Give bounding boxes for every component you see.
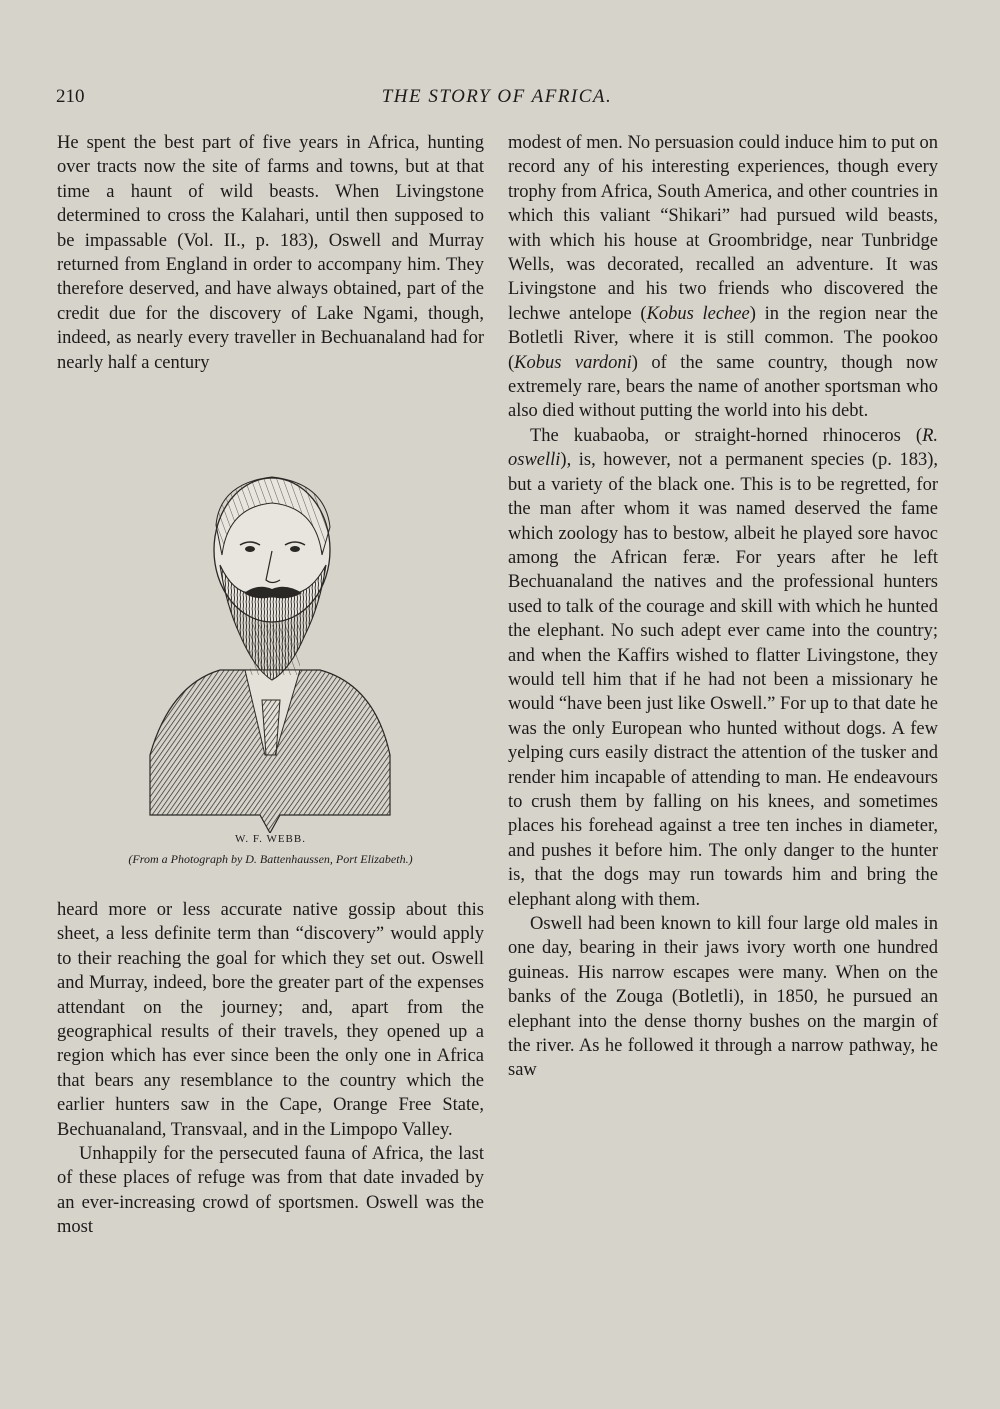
page-header xyxy=(56,86,938,114)
figure-caption-credit: (From a Photograph by D. Battenhaussen, Port Elizabeth.) xyxy=(128,852,413,866)
text-run: ) of the same country, though now extremely rare, bears the name of another sportsman who also died without putting the world into his debt. xyxy=(508,352,938,422)
text-run: ) in the region near the Botletli River, where it is still common. The pookoo ( xyxy=(508,303,938,373)
paragraph: heard more or less accurate native gossip about this sheet, a less definite term than “discovery” would apply to their reaching the goal for which they set out. Oswell and Murray, indeed, bore the greater part of the expenses attendant on the journey; and, apart from the geographical results of their travels, they opened up a region which has ever since been the only one in Africa that bears any resemblance to the country which the earlier hunters saw in the Cape, Orange Free State, Bechuanaland, Transvaal, and in the Limpopo Valley. xyxy=(57,900,484,1140)
species-name: Kobus vardoni xyxy=(514,352,632,373)
left-column-bottom xyxy=(57,898,484,1240)
left-column-top xyxy=(57,131,484,375)
figure-caption-name: W. F. WEBB. xyxy=(235,833,306,845)
paragraph: Unhappily for the persecuted fauna of Africa, the last of these places of refuge was from that date invaded by an ever-increasing crowd of sportsmen. Oswell was the most xyxy=(57,1144,484,1238)
species-name: R. oswelli xyxy=(508,425,938,471)
paragraph: He spent the best part of five years in Africa, hunting over tracts now the site of farms and towns, but at that time a haunt of wild beasts. When Livingstone determined to cross the Kalahari, until then supposed to be impassable (Vol. II., p. 183), Oswell and Murray returned from England in order to accompany him. They therefore deserved, and have always obtained, part of the credit due for the discovery of Lake Ngami, though, indeed, as nearly every traveller in Bechuanaland had for nearly half a century xyxy=(57,133,484,373)
paragraph: Oswell had been known to kill four large old males in one day, bearing in their jaws ivory worth one hundred guineas. His narrow escapes were many. When on the banks of the Zouga (Botletli), in 1850, he pursued an elephant into the dense thorny bushes on the margin of the river. As he followed it through a narrow pathway, he saw xyxy=(508,914,938,1081)
running-title: THE STORY OF AFRICA. xyxy=(381,86,613,107)
page-number: 210 xyxy=(56,86,85,107)
species-name: Kobus lechee xyxy=(646,303,750,324)
paragraph xyxy=(508,131,938,424)
right-column xyxy=(508,131,938,1083)
text-run: The kuabaoba, or straight-horned rhinoceros ( xyxy=(530,425,923,446)
paragraph xyxy=(508,424,938,912)
text-run: ), is, however, not a permanent species (p. 183), but a variety of the black one. This is to be regretted, for the man after whom it was named deserved the fame which zoology has to bestow, albeit he played sore havoc among the African feræ. For years after he left Bechuanaland the natives and the professional hunters used to talk of the courage and skill with which he hunted the elephant. No such adept ever came into the country; and when the Kaffirs wished to flatter Livingstone, they would tell him that if he had not been a missionary he would “have been just like Oswell.” For up to that date he was the only European who hunted without dogs. A few yelping curs easily distract the attention of the tusker and render him incapable of attending to man. He endeavours to crush them by falling on his knees, and sometimes places his forehead against a tree ten inches in diameter, and pushes it before him. The only danger to the hunter is, that the dogs may run towards him and bring the elephant along with them. xyxy=(508,450,938,910)
text-run: modest of men. No persuasion could induce him to put on record any of his interesting experiences, though every trophy from Africa, South America, and other countries in which this valiant “Shikari” had pursued wild beasts, with which his house at Groombridge, near Tunbridge Wells, was decorated, recalled an adventure. It was Livingstone and his two friends who discovered the lechwe antelope ( xyxy=(508,133,938,324)
portrait-engraving xyxy=(140,455,400,833)
